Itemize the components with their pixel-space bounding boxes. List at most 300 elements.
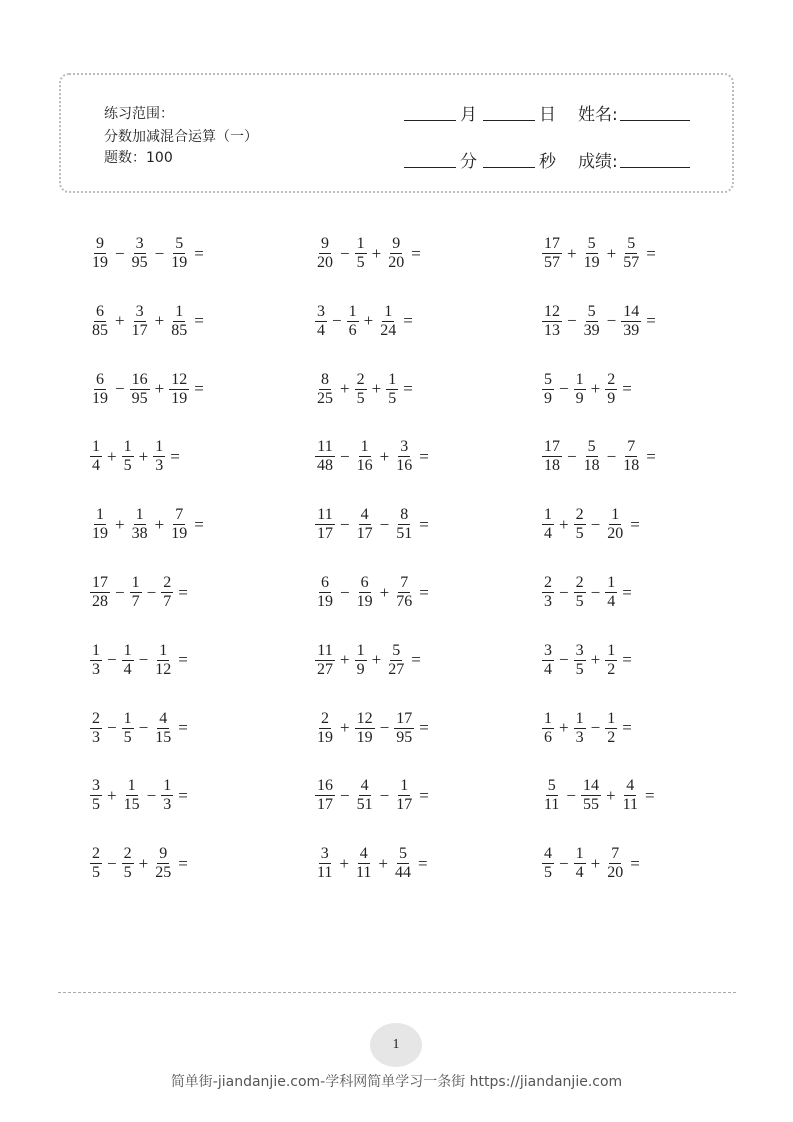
equals-sign: = (419, 785, 429, 805)
fraction (90, 303, 110, 340)
second-label: 秒 (539, 152, 556, 172)
fraction (393, 845, 413, 882)
numerator: 3 (135, 235, 144, 252)
equals-sign: = (646, 243, 656, 263)
numerator: 16 (131, 370, 148, 388)
operator: − (606, 446, 617, 466)
fraction (130, 574, 142, 611)
fraction (542, 710, 554, 747)
equals-sign: = (622, 718, 632, 738)
denominator: 5 (575, 660, 584, 678)
operator: + (154, 379, 165, 399)
operator: + (115, 514, 125, 534)
fraction (574, 642, 586, 679)
denominator: 7 (163, 593, 172, 610)
denominator: 18 (583, 457, 600, 475)
numerator: 1 (123, 709, 132, 727)
numerator: 3 (320, 845, 329, 863)
numerator: 1 (92, 641, 100, 659)
fraction (315, 777, 335, 814)
problem (540, 777, 658, 814)
numerator: 2 (92, 845, 100, 863)
fraction (542, 642, 554, 679)
operator: + (379, 582, 390, 602)
numerator: 2 (575, 574, 584, 591)
numerator: 1 (159, 641, 168, 659)
problem (313, 235, 424, 272)
numerator: 2 (92, 709, 100, 727)
fraction (542, 506, 554, 543)
problem (540, 235, 659, 272)
numerator: 7 (627, 438, 636, 456)
fraction (542, 845, 554, 882)
operator: + (606, 243, 617, 263)
numerator: 17 (396, 709, 413, 727)
fraction (90, 710, 102, 747)
operator: + (154, 514, 165, 534)
problem (88, 642, 191, 679)
operator: − (559, 650, 569, 670)
denominator: 17 (317, 796, 333, 814)
operator: − (340, 446, 350, 466)
numerator: 1 (400, 777, 409, 795)
denominator: 3 (92, 660, 100, 678)
denominator: 5 (92, 796, 100, 814)
denominator: 39 (583, 321, 600, 339)
numerator: 8 (321, 370, 329, 388)
equals-sign: = (622, 379, 632, 399)
problem (88, 574, 191, 611)
numerator: 9 (159, 845, 168, 863)
equals-sign: = (178, 718, 188, 738)
fraction (315, 642, 335, 679)
denominator: 19 (356, 593, 373, 610)
operator: + (138, 446, 149, 466)
denominator: 12 (155, 660, 172, 678)
footer-divider (58, 992, 736, 993)
numerator: 1 (348, 302, 357, 320)
denominator: 3 (92, 728, 100, 746)
numerator: 2 (544, 574, 552, 591)
fraction (574, 371, 586, 408)
operator: − (379, 718, 390, 738)
denominator: 5 (544, 864, 552, 882)
minute-blank[interactable] (404, 166, 456, 168)
fraction (605, 371, 617, 408)
page-number: 1 (370, 1023, 422, 1067)
fraction (90, 371, 110, 408)
denominator: 11 (622, 796, 638, 814)
operator: − (379, 785, 390, 805)
fraction (621, 777, 640, 814)
problem (313, 303, 416, 340)
denominator: 38 (131, 525, 148, 543)
fraction (90, 642, 102, 679)
operator: − (379, 514, 390, 534)
numerator: 7 (400, 574, 409, 591)
numerator: 3 (92, 777, 100, 795)
fraction (161, 777, 173, 814)
fraction (153, 642, 173, 679)
problem (313, 845, 431, 882)
operator: + (138, 853, 149, 873)
equals-sign: = (411, 243, 421, 263)
numerator: 1 (388, 370, 397, 388)
denominator: 39 (623, 321, 640, 339)
denominator: 3 (544, 593, 552, 610)
operator: − (340, 785, 350, 805)
operator: − (340, 243, 350, 263)
problem (88, 371, 207, 408)
equals-sign: = (419, 446, 429, 466)
equals-sign: = (418, 853, 428, 873)
operator: − (138, 650, 149, 670)
fraction (130, 371, 150, 408)
operator: − (154, 243, 165, 263)
denominator: 95 (131, 389, 148, 407)
fraction (605, 642, 617, 679)
day-label: 日 (539, 105, 556, 125)
denominator: 4 (317, 321, 325, 339)
operator: − (567, 311, 577, 331)
denominator: 19 (92, 525, 108, 543)
denominator: 11 (317, 864, 333, 882)
score-label: 成绩: (578, 152, 618, 172)
numerator: 4 (544, 845, 552, 863)
numerator: 1 (544, 506, 552, 524)
numerator: 9 (96, 235, 104, 252)
name-blank[interactable] (620, 119, 690, 121)
numerator: 1 (544, 709, 552, 727)
denominator: 57 (544, 254, 560, 271)
numerator: 11 (317, 506, 333, 524)
denominator: 44 (395, 864, 411, 882)
numerator: 3 (544, 641, 552, 659)
problem (540, 506, 643, 543)
equals-sign: = (178, 785, 188, 805)
denominator: 25 (317, 389, 333, 407)
numerator: 5 (627, 235, 636, 252)
fraction (161, 574, 173, 611)
fraction (355, 777, 375, 814)
numerator: 17 (544, 235, 560, 252)
operator: + (107, 785, 117, 805)
problem (88, 506, 207, 543)
fraction (90, 777, 102, 814)
denominator: 5 (123, 457, 132, 475)
equals-sign: = (411, 650, 421, 670)
fraction (574, 506, 586, 543)
topic-title: 分数加减混合运算（一） (104, 129, 258, 145)
operator: + (379, 446, 390, 466)
denominator: 13 (544, 321, 560, 339)
operator: − (332, 311, 342, 331)
fraction (542, 235, 562, 272)
denominator: 25 (155, 864, 172, 882)
operator: + (339, 853, 349, 873)
operator: + (371, 379, 382, 399)
problem (313, 371, 416, 408)
fraction (394, 438, 414, 475)
denominator: 7 (131, 593, 140, 610)
operator: − (107, 718, 117, 738)
denominator: 19 (356, 728, 373, 746)
operator: + (371, 243, 382, 263)
denominator: 20 (607, 864, 624, 882)
numerator: 6 (96, 370, 104, 388)
equals-sign: = (630, 853, 640, 873)
numerator: 1 (356, 235, 365, 252)
operator: + (567, 243, 577, 263)
fraction (90, 235, 110, 272)
operator: − (606, 311, 617, 331)
denominator: 20 (317, 254, 333, 271)
numerator: 11 (317, 438, 333, 456)
operator: − (146, 785, 157, 805)
operator: − (146, 582, 157, 602)
time-row (404, 147, 694, 172)
operator: + (590, 379, 601, 399)
denominator: 19 (92, 389, 108, 407)
problem (313, 777, 432, 814)
problem (313, 438, 432, 475)
denominator: 6 (544, 728, 552, 746)
numerator: 5 (399, 845, 407, 863)
fraction (315, 438, 335, 475)
operator: + (606, 785, 616, 805)
fraction (605, 845, 625, 882)
operator: − (115, 582, 125, 602)
equals-sign: = (178, 650, 188, 670)
denominator: 5 (92, 864, 100, 882)
denominator: 55 (583, 796, 599, 814)
problem (313, 574, 432, 611)
numerator: 5 (175, 235, 184, 252)
denominator: 95 (131, 254, 148, 271)
denominator: 4 (544, 525, 552, 543)
operator: − (559, 853, 569, 873)
operator: − (590, 582, 601, 602)
fraction (315, 710, 335, 747)
numerator: 1 (123, 438, 132, 456)
numerator: 17 (544, 438, 560, 456)
numerator: 1 (135, 506, 144, 524)
operator: − (115, 243, 125, 263)
denominator: 4 (607, 593, 616, 610)
numerator: 17 (92, 574, 108, 591)
fraction (355, 506, 375, 543)
fraction (582, 438, 602, 475)
fraction (122, 777, 142, 814)
denominator: 85 (92, 321, 108, 339)
day-blank[interactable] (483, 119, 535, 121)
numerator: 2 (163, 574, 172, 591)
numerator: 1 (175, 302, 184, 320)
fraction (169, 303, 189, 340)
fraction (621, 235, 641, 272)
denominator: 5 (123, 728, 132, 746)
numerator: 12 (171, 370, 188, 388)
denominator: 4 (544, 660, 552, 678)
numerator: 4 (359, 845, 368, 863)
numerator: 4 (360, 777, 369, 795)
equals-sign: = (419, 582, 429, 602)
fraction (355, 438, 375, 475)
denominator: 5 (575, 593, 584, 610)
numerator: 2 (356, 370, 365, 388)
problem (88, 438, 183, 475)
operator: + (559, 514, 569, 534)
denominator: 28 (92, 593, 108, 610)
denominator: 16 (356, 457, 373, 475)
numerator: 2 (123, 845, 132, 863)
fraction (386, 371, 398, 408)
denominator: 17 (317, 525, 333, 543)
operator: − (138, 718, 149, 738)
numerator: 1 (123, 641, 132, 659)
equals-sign: = (178, 853, 188, 873)
equals-sign: = (646, 311, 656, 331)
numerator: 1 (131, 574, 140, 591)
numerator: 14 (623, 302, 640, 320)
denominator: 95 (396, 728, 413, 746)
denominator: 6 (348, 321, 357, 339)
fraction (130, 303, 150, 340)
second-blank[interactable] (483, 166, 535, 168)
denominator: 5 (575, 525, 584, 543)
fraction (621, 438, 641, 475)
fraction (169, 506, 189, 543)
numerator: 3 (400, 438, 409, 456)
fraction (574, 845, 586, 882)
denominator: 2 (607, 660, 616, 678)
fraction (130, 506, 150, 543)
denominator: 4 (123, 660, 132, 678)
numerator: 5 (547, 777, 556, 795)
operator: + (154, 311, 165, 331)
score-blank[interactable] (620, 166, 690, 168)
equals-sign: = (178, 582, 188, 602)
month-label: 月 (460, 105, 477, 125)
numerator: 14 (583, 777, 599, 795)
numerator: 7 (175, 506, 184, 524)
denominator: 5 (123, 864, 132, 882)
equals-sign: = (403, 379, 413, 399)
fraction (354, 845, 373, 882)
denominator: 17 (356, 525, 373, 543)
numerator: 1 (127, 777, 136, 795)
problem (313, 642, 424, 679)
problem (540, 371, 635, 408)
denominator: 9 (356, 660, 365, 678)
numerator: 1 (92, 438, 100, 456)
denominator: 9 (544, 389, 552, 407)
numerator: 3 (575, 641, 584, 659)
operator: − (107, 853, 117, 873)
numerator: 9 (392, 235, 401, 252)
equals-sign: = (645, 785, 655, 805)
numerator: 5 (544, 370, 552, 388)
fraction (542, 438, 562, 475)
denominator: 16 (396, 457, 413, 475)
denominator: 11 (356, 864, 372, 882)
fraction (605, 574, 617, 611)
denominator: 3 (575, 728, 584, 746)
fraction (542, 303, 562, 340)
fraction (386, 235, 406, 272)
denominator: 27 (388, 660, 405, 678)
fraction (386, 642, 406, 679)
numerator: 4 (159, 709, 168, 727)
operator: + (590, 853, 601, 873)
equals-sign: = (622, 650, 632, 670)
fraction (315, 506, 335, 543)
denominator: 51 (396, 525, 413, 543)
problem (88, 710, 191, 747)
fraction (605, 710, 617, 747)
month-blank[interactable] (404, 119, 456, 121)
fraction (582, 303, 602, 340)
fraction (315, 371, 335, 408)
numerator: 12 (544, 302, 560, 320)
numerator: 1 (163, 777, 172, 795)
denominator: 18 (544, 457, 560, 475)
denominator: 3 (155, 457, 164, 475)
fraction (315, 845, 334, 882)
operator: − (566, 785, 576, 805)
operator: − (115, 379, 125, 399)
problem (88, 235, 207, 272)
equals-sign: = (419, 718, 429, 738)
name-label: 姓名: (578, 105, 618, 125)
operator: + (340, 650, 350, 670)
denominator: 76 (396, 593, 413, 610)
numerator: 5 (587, 235, 596, 252)
equals-sign: = (194, 243, 204, 263)
operator: − (107, 650, 117, 670)
numerator: 9 (321, 235, 329, 252)
fraction (153, 710, 173, 747)
denominator: 11 (544, 796, 560, 814)
operator: − (340, 514, 350, 534)
equals-sign: = (170, 446, 180, 466)
fraction (542, 574, 554, 611)
numerator: 5 (587, 438, 596, 456)
denominator: 48 (317, 457, 333, 475)
problem (540, 303, 659, 340)
denominator: 51 (356, 796, 373, 814)
fraction (90, 506, 110, 543)
denominator: 19 (171, 389, 188, 407)
numerator: 3 (135, 302, 144, 320)
fraction (378, 303, 398, 340)
denominator: 4 (92, 457, 100, 475)
numerator: 1 (607, 574, 616, 591)
problem (88, 777, 191, 814)
fraction (90, 574, 110, 611)
denominator: 19 (92, 254, 108, 271)
fraction (315, 574, 335, 611)
numerator: 1 (575, 709, 584, 727)
operator: + (107, 446, 117, 466)
denominator: 19 (317, 593, 333, 610)
problem (540, 438, 659, 475)
fraction (169, 371, 189, 408)
equals-sign: = (194, 379, 204, 399)
denominator: 15 (123, 796, 140, 814)
denominator: 19 (171, 254, 188, 271)
operator: − (340, 582, 350, 602)
